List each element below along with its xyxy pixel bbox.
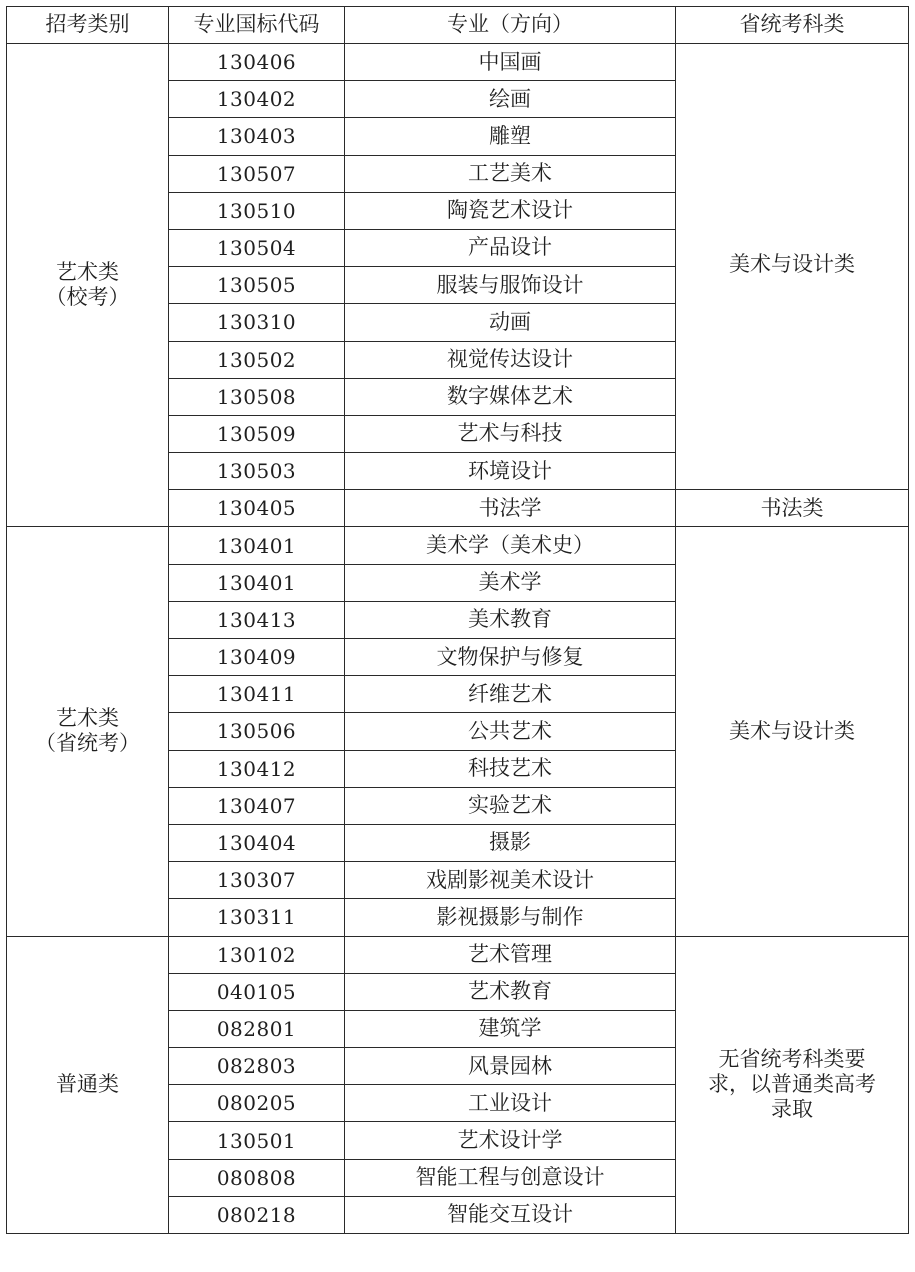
major-cell: 科技艺术 — [345, 750, 676, 787]
major-cell: 艺术设计学 — [345, 1122, 676, 1159]
major-cell: 绘画 — [345, 81, 676, 118]
major-cell: 摄影 — [345, 824, 676, 861]
exam-type-cell — [676, 936, 909, 1234]
table-row — [7, 44, 909, 81]
code-cell: 130502 — [169, 341, 345, 378]
code-cell: 130506 — [169, 713, 345, 750]
major-cell: 艺术与科技 — [345, 415, 676, 452]
code-cell: 130501 — [169, 1122, 345, 1159]
major-cell: 纤维艺术 — [345, 676, 676, 713]
major-cell: 美术学（美术史） — [345, 527, 676, 564]
code-cell: 082801 — [169, 1010, 345, 1047]
code-cell: 130307 — [169, 862, 345, 899]
code-cell: 040105 — [169, 973, 345, 1010]
major-cell: 艺术教育 — [345, 973, 676, 1010]
major-cell: 美术学 — [345, 564, 676, 601]
major-cell: 工业设计 — [345, 1085, 676, 1122]
exam-type-line: 求，以普通类高考 — [708, 1072, 876, 1097]
table-container — [6, 6, 909, 1234]
major-cell: 雕塑 — [345, 118, 676, 155]
code-cell: 080205 — [169, 1085, 345, 1122]
major-cell: 陶瓷艺术设计 — [345, 192, 676, 229]
code-cell: 130102 — [169, 936, 345, 973]
code-cell: 130401 — [169, 564, 345, 601]
category-line: 普通类 — [56, 1072, 119, 1097]
exam-type-line: 录取 — [771, 1097, 813, 1122]
code-cell: 130403 — [169, 118, 345, 155]
code-cell: 130311 — [169, 899, 345, 936]
exam-type-cell — [676, 527, 909, 936]
exam-type-cell — [676, 44, 909, 490]
code-cell: 130509 — [169, 415, 345, 452]
major-cell: 工艺美术 — [345, 155, 676, 192]
major-cell: 公共艺术 — [345, 713, 676, 750]
category-line: （省统考） — [35, 731, 140, 756]
admissions-table — [6, 6, 909, 1234]
table-row — [7, 527, 909, 564]
header-exam-type: 省统考科类 — [676, 7, 909, 44]
exam-type-text: 美术与设计类 — [729, 252, 855, 277]
header-code: 专业国标代码 — [169, 7, 345, 44]
code-cell: 130401 — [169, 527, 345, 564]
major-cell: 影视摄影与制作 — [345, 899, 676, 936]
code-cell: 130503 — [169, 453, 345, 490]
code-cell: 130504 — [169, 229, 345, 266]
code-cell: 130412 — [169, 750, 345, 787]
code-cell: 130508 — [169, 378, 345, 415]
code-cell: 130505 — [169, 267, 345, 304]
major-cell: 环境设计 — [345, 453, 676, 490]
major-cell: 服装与服饰设计 — [345, 267, 676, 304]
major-cell: 艺术管理 — [345, 936, 676, 973]
major-cell: 产品设计 — [345, 229, 676, 266]
code-cell: 130402 — [169, 81, 345, 118]
major-cell: 中国画 — [345, 44, 676, 81]
major-cell: 实验艺术 — [345, 787, 676, 824]
header-row — [7, 7, 909, 44]
major-cell: 智能工程与创意设计 — [345, 1159, 676, 1196]
major-cell: 美术教育 — [345, 601, 676, 638]
category-cell — [7, 527, 169, 936]
major-cell: 书法学 — [345, 490, 676, 527]
code-cell: 130406 — [169, 44, 345, 81]
code-cell: 130404 — [169, 824, 345, 861]
major-cell: 文物保护与修复 — [345, 639, 676, 676]
code-cell: 130510 — [169, 192, 345, 229]
code-cell: 130507 — [169, 155, 345, 192]
category-cell — [7, 936, 169, 1234]
code-cell: 130413 — [169, 601, 345, 638]
code-cell: 080218 — [169, 1196, 345, 1233]
code-cell: 080808 — [169, 1159, 345, 1196]
code-cell: 130407 — [169, 787, 345, 824]
major-cell: 建筑学 — [345, 1010, 676, 1047]
major-cell: 智能交互设计 — [345, 1196, 676, 1233]
table-row — [7, 936, 909, 973]
major-cell: 视觉传达设计 — [345, 341, 676, 378]
major-cell: 数字媒体艺术 — [345, 378, 676, 415]
code-cell: 082803 — [169, 1048, 345, 1085]
category-line: 艺术类 — [56, 706, 119, 731]
category-line: 艺术类 — [56, 260, 119, 285]
code-cell: 130411 — [169, 676, 345, 713]
category-line: （校考） — [45, 285, 130, 310]
category-cell — [7, 44, 169, 527]
exam-type-cell: 书法类 — [676, 490, 909, 527]
header-major: 专业（方向） — [345, 7, 676, 44]
major-cell: 动画 — [345, 304, 676, 341]
code-cell: 130310 — [169, 304, 345, 341]
major-cell: 风景园林 — [345, 1048, 676, 1085]
code-cell: 130405 — [169, 490, 345, 527]
exam-type-line: 无省统考科类要 — [718, 1046, 866, 1071]
major-cell: 戏剧影视美术设计 — [345, 862, 676, 899]
exam-type-text: 美术与设计类 — [729, 718, 855, 743]
header-category: 招考类别 — [7, 7, 169, 44]
code-cell: 130409 — [169, 639, 345, 676]
